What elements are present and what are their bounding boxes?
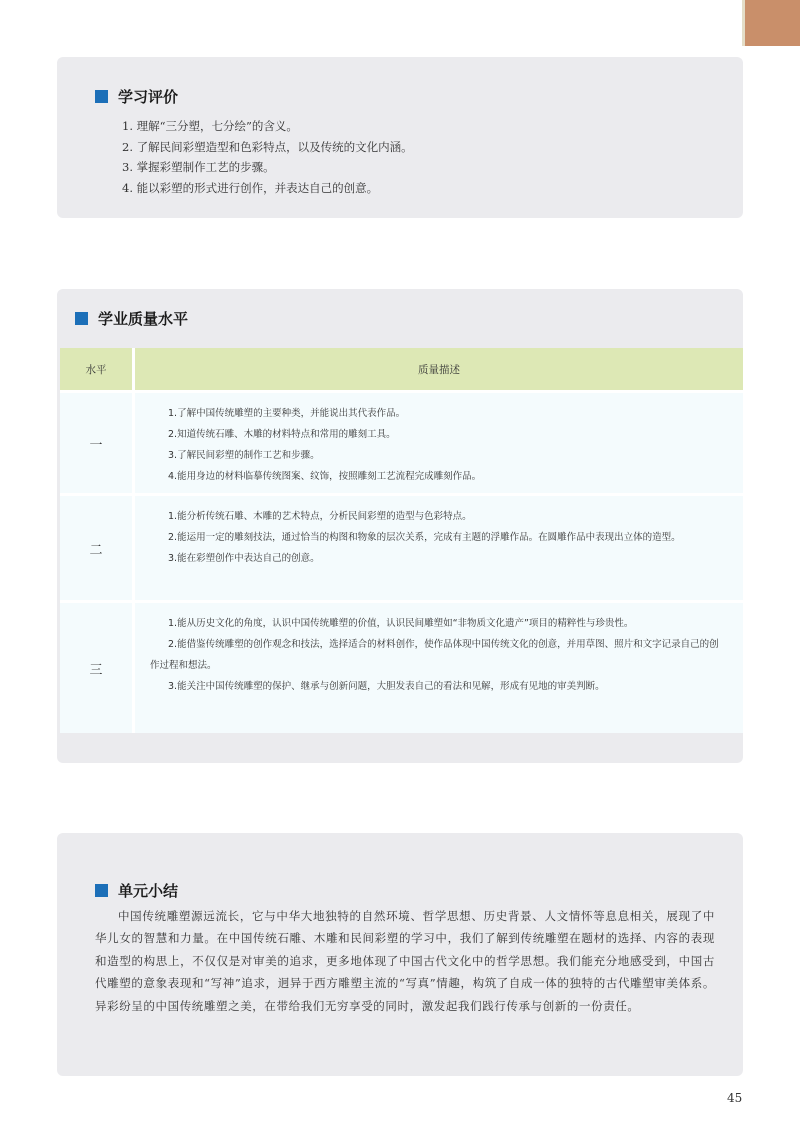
evaluation-list bbox=[122, 116, 413, 198]
level-cell: 二 bbox=[60, 496, 135, 600]
section-square-icon bbox=[75, 312, 88, 325]
description-line: 2.能运用一定的雕刻技法，通过恰当的构图和物象的层次关系，完成有主题的浮雕作品。在圆雕作品中表现出立体的造型。 bbox=[168, 532, 681, 543]
quality-levels-heading bbox=[75, 308, 188, 329]
description-line: 2.知道传统石雕、木雕的材料特点和常用的雕刻工具。 bbox=[168, 429, 396, 440]
description-line: 3.能关注中国传统雕塑的保护、继承与创新问题，大胆发表自己的看法和见解，形成有见地的审美判断。 bbox=[168, 681, 605, 692]
description-cell bbox=[135, 393, 743, 493]
unit-summary-text: 中国传统雕塑源远流长，它与中华大地独特的自然环境、哲学思想、历史背景、人文情怀等息息相关，展现了中华儿女的智慧和力量。在中国传统石雕、木雕和民间彩塑的学习中，我们了解到传统雕塑在题材的选择、内容的表现和造型的构思上，不仅仅是对审美的追求，更多地体现了中国古代文化中的哲学思想。我们能充分地感受到，中国古代雕塑的意象表现和“写神”追求，迥异于西方雕塑主流的“写真”情趣，构筑了自成一体的独特的古代雕塑审美体系。异彩纷呈的中国传统雕塑之美，在带给我们无穷享受的同时，激发起我们践行传承与创新的一份责任。 bbox=[95, 909, 715, 1013]
description-line: 1.能分析传统石雕、木雕的艺术特点，分析民间彩塑的造型与色彩特点。 bbox=[168, 511, 472, 522]
table-header-row bbox=[60, 348, 743, 390]
corner-tab bbox=[745, 0, 800, 46]
level-cell: 一 bbox=[60, 393, 135, 493]
quality-table bbox=[60, 348, 743, 733]
evaluation-item: 4. 能以彩塑的形式进行创作，并表达自己的创意。 bbox=[122, 180, 379, 195]
description-cell bbox=[135, 603, 743, 733]
table-row bbox=[60, 600, 743, 733]
section-square-icon bbox=[95, 90, 108, 103]
table-row bbox=[60, 390, 743, 493]
description-cell bbox=[135, 496, 743, 600]
evaluation-item: 2. 了解民间彩塑造型和色彩特点，以及传统的文化内涵。 bbox=[122, 139, 413, 154]
description-line: 2.能借鉴传统雕塑的创作观念和技法，选择适合的材料创作，使作品体现中国传统文化的创意，并用草图、照片和文字记录自己的创作过程和想法。 bbox=[150, 639, 719, 671]
description-line: 1.能从历史文化的角度，认识中国传统雕塑的价值，认识民间雕塑如“非物质文化遗产”项目的精粹性与珍贵性。 bbox=[168, 618, 634, 629]
level-cell: 三 bbox=[60, 603, 135, 733]
section-square-icon bbox=[95, 884, 108, 897]
description-line: 3.了解民间彩塑的制作工艺和步骤。 bbox=[168, 450, 320, 461]
unit-summary-title: 单元小结 bbox=[118, 882, 179, 900]
description-line: 1.了解中国传统雕塑的主要种类，并能说出其代表作品。 bbox=[168, 408, 406, 419]
description-line: 3.能在彩塑创作中表达自己的创意。 bbox=[168, 553, 320, 564]
unit-summary-heading bbox=[95, 880, 178, 901]
quality-levels-title: 学业质量水平 bbox=[98, 310, 189, 328]
evaluation-item: 1. 理解“三分塑，七分绘”的含义。 bbox=[122, 119, 298, 133]
learning-evaluation-title: 学习评价 bbox=[118, 88, 179, 106]
header-level: 水平 bbox=[60, 348, 135, 390]
header-description: 质量描述 bbox=[418, 363, 460, 376]
evaluation-item: 3. 掌握彩塑制作工艺的步骤。 bbox=[122, 160, 275, 174]
description-line: 4.能用身边的材料临摹传统图案、纹饰，按照雕刻工艺流程完成雕刻作品。 bbox=[168, 471, 482, 482]
learning-evaluation-heading bbox=[95, 86, 178, 107]
table-row bbox=[60, 493, 743, 600]
page-number: 45 bbox=[727, 1091, 743, 1105]
